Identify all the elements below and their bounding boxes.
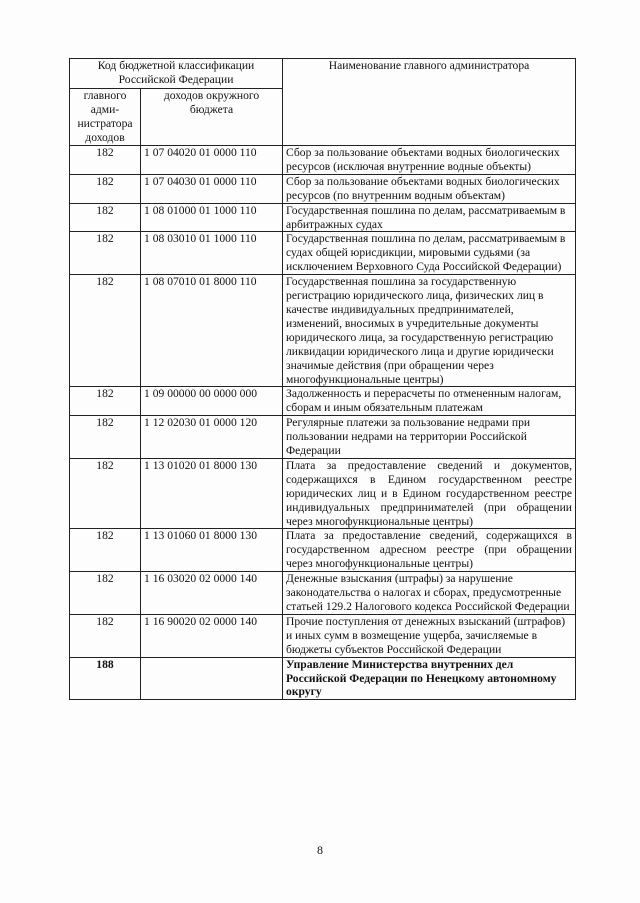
revenue-name-cell: Плата за предоставление сведений и документов, содержащихся в Едином государственном реестре юридических лиц и в Едином государственном реестре индивидуальных предпринимателей (при обращении через многофункциональные центры) — [283, 458, 576, 529]
header-classification-code: Код бюджетной классификации Российской Федерации — [70, 59, 283, 89]
admin-code-cell: 182 — [70, 146, 141, 175]
admin-code-cell: 182 — [70, 275, 141, 387]
header-district-budget-revenue: доходов окружного бюджета — [141, 89, 283, 146]
revenue-name-cell: Сбор за пользование объектами водных биологических ресурсов (исключая внутренние водные объекты) — [283, 146, 576, 175]
revenue-name-cell: Государственная пошлина за государственную регистрацию юридического лица, физических лиц в качестве индивидуальных предпринимателей, изменений, вносимых в учредительные документы юридического лица, за государственную регистрацию ликвидации юридического лица и другие юридически значимые действия (при обращении через многофункциональные центры) — [283, 275, 576, 387]
table-row — [70, 174, 576, 203]
admin-code-cell: 182 — [70, 416, 141, 459]
table-row — [70, 387, 576, 416]
revenue-code-cell: 1 08 01000 01 1000 110 — [141, 203, 283, 232]
revenue-code-cell: 1 13 01060 01 8000 130 — [141, 529, 283, 572]
header-administrator-name: Наименование главного администратора — [283, 59, 576, 146]
revenue-code-cell: 1 09 00000 00 0000 000 — [141, 387, 283, 416]
table-row — [70, 275, 576, 387]
admin-code-cell: 182 — [70, 614, 141, 657]
admin-code-cell: 182 — [70, 174, 141, 203]
revenue-name-cell: Плата за предоставление сведений, содержащихся в государственном адресном реестре (при обращении через многофункциональные центры) — [283, 529, 576, 572]
admin-code-cell: 182 — [70, 387, 141, 416]
table-row-administrator — [70, 657, 576, 700]
admin-code-cell: 182 — [70, 458, 141, 529]
revenue-code-cell: 1 07 04030 01 0000 110 — [141, 174, 283, 203]
revenue-code-cell: 1 08 03010 01 1000 110 — [141, 232, 283, 275]
table-row — [70, 146, 576, 175]
revenue-name-cell: Денежные взыскания (штрафы) за нарушение законодательства о налогах и сборах, предусмотренные статьей 129.2 Налогового кодекса Российской Федерации — [283, 572, 576, 615]
admin-code-cell: 182 — [70, 232, 141, 275]
table-row — [70, 529, 576, 572]
admin-code-cell: 182 — [70, 572, 141, 615]
administrator-name-cell: Управление Министерства внутренних дел Российской Федерации по Ненецкому автономному округу — [283, 657, 576, 700]
revenue-name-cell: Задолженность и перерасчеты по отмененным налогам, сборам и иным обязательным платежам — [283, 387, 576, 416]
table-row — [70, 416, 576, 459]
revenue-code-cell — [141, 657, 283, 700]
revenue-name-cell: Регулярные платежи за пользование недрами при пользовании недрами на территории Российской Федерации — [283, 416, 576, 459]
revenue-code-cell: 1 16 90020 02 0000 140 — [141, 614, 283, 657]
table-row — [70, 203, 576, 232]
admin-code-cell: 182 — [70, 529, 141, 572]
revenue-code-cell: 1 13 01020 01 8000 130 — [141, 458, 283, 529]
revenue-code-cell: 1 08 07010 01 8000 110 — [141, 275, 283, 387]
revenue-code-cell: 1 16 03020 02 0000 140 — [141, 572, 283, 615]
revenue-code-cell: 1 12 02030 01 0000 120 — [141, 416, 283, 459]
revenue-name-cell: Государственная пошлина по делам, рассматриваемым в судах общей юрисдикции, мировыми судьями (за исключением Верховного Суда Российской Федерации) — [283, 232, 576, 275]
table-row — [70, 614, 576, 657]
revenue-name-cell: Прочие поступления от денежных взысканий (штрафов) и иных сумм в возмещение ущерба, зачисляемые в бюджеты субъектов Российской Федерации — [283, 614, 576, 657]
revenue-name-cell: Сбор за пользование объектами водных биологических ресурсов (по внутренним водным объектам) — [283, 174, 576, 203]
table-row — [70, 572, 576, 615]
budget-classification-table — [69, 58, 576, 700]
table-header-row — [70, 59, 576, 89]
revenue-name-cell: Государственная пошлина по делам, рассматриваемым в арбитражных судах — [283, 203, 576, 232]
revenue-code-cell: 1 07 04020 01 0000 110 — [141, 146, 283, 175]
admin-code-cell: 182 — [70, 203, 141, 232]
table-row — [70, 232, 576, 275]
header-chief-administrator: главного адми- нистратора доходов — [70, 89, 141, 146]
admin-code-cell: 188 — [70, 657, 141, 700]
table-row — [70, 458, 576, 529]
page-number: 8 — [317, 843, 323, 857]
